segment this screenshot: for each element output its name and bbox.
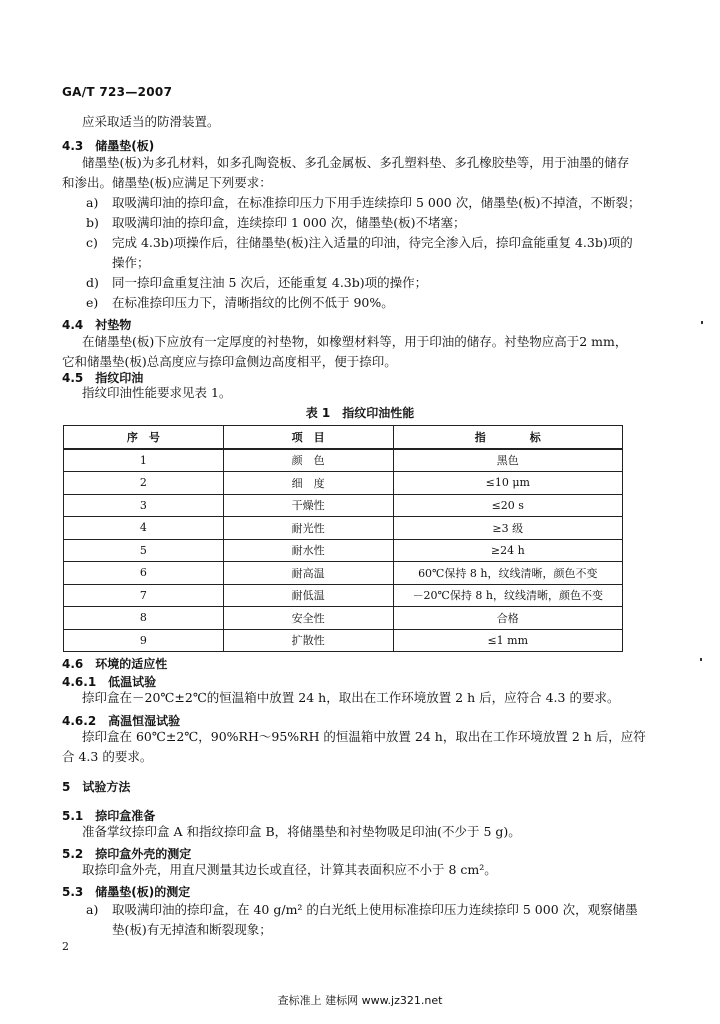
table-cell: 合格 <box>393 607 622 630</box>
table-cell: 9 <box>64 629 224 652</box>
paragraph-line: 捺印盒在 60℃±2℃，90%RH～95%RH 的恒温箱中放置 24 h，取出在工作环境放置 2 h 后，应符 <box>82 729 646 744</box>
page-number: 2 <box>62 940 69 953</box>
paragraph-line: 指纹印油性能要求见表 1。 <box>82 385 232 400</box>
table-cell: 耐光性 <box>223 517 393 540</box>
section-heading-4-6-1: 4.6.1 低温试验 <box>62 675 157 689</box>
paragraph-line: 储墨垫(板)为多孔材料，如多孔陶瓷板、多孔金属板、多孔塑料垫、多孔橡胶垫等，用于油墨的储存 <box>82 155 630 170</box>
column-header: 项 目 <box>223 426 393 449</box>
table-title: 表 1 指纹印油性能 <box>305 406 415 420</box>
table-cell: 1 <box>64 449 224 472</box>
table-row <box>64 494 623 517</box>
section-heading-4-5: 4.5 指纹印油 <box>62 371 144 385</box>
section-heading-5-1: 5.1 捺印盒准备 <box>62 809 156 823</box>
table-cell: 7 <box>64 584 224 607</box>
table-row <box>64 607 623 630</box>
table-row <box>64 562 623 585</box>
table-cell: 扩散性 <box>223 629 393 652</box>
table-cell: 3 <box>64 494 224 517</box>
paragraph-line: 合 4.3 的要求。 <box>62 749 153 764</box>
section-heading-4-4: 4.4 衬垫物 <box>62 318 132 332</box>
watermark-footer: 查标准上 建标网 www.jz321.net <box>277 994 443 1007</box>
list-item: 取吸满印油的捺印盒，在标准捺印压力下用手连续捺印 5 000 次，储墨垫(板)不掉渣，不断裂； <box>112 195 641 210</box>
table-header-row <box>64 426 623 449</box>
list-item: 同一捺印盒重复注油 5 次后，还能重复 4.3b)项的操作； <box>112 275 428 290</box>
table-cell: 细 度 <box>223 472 393 495</box>
list-item: 完成 4.3b)项操作后，往储墨垫(板)注入适量的印油，待完全渗入后，捺印盒能重复 4.3b)项的 <box>112 235 633 250</box>
section-heading-5-3: 5.3 储墨垫(板)的测定 <box>62 885 191 899</box>
list-marker: a) <box>86 902 99 917</box>
paragraph-line: 捺印盒在－20℃±2℃的恒温箱中放置 24 h，取出在工作环境放置 2 h 后，应符合 4.3 的要求。 <box>82 690 620 705</box>
list-item: 取吸满印油的捺印盒，连续捺印 1 000 次，储墨垫(板)不堵塞； <box>112 215 466 230</box>
column-header: 序 号 <box>64 426 224 449</box>
table-row <box>64 472 623 495</box>
table-row <box>64 517 623 540</box>
table-cell: 颜 色 <box>223 449 393 472</box>
table-cell: 5 <box>64 539 224 562</box>
table-row <box>64 629 623 652</box>
table-cell: ≥24 h <box>393 539 622 562</box>
table-cell: 60℃保持 8 h，纹线清晰，颜色不变 <box>393 562 622 585</box>
document-code-header: GA/T 723—2007 <box>62 85 173 99</box>
paragraph-line: 应采取适当的防滑装置。 <box>82 114 220 129</box>
table-cell: －20℃保持 8 h，纹线清晰，颜色不变 <box>393 584 622 607</box>
paragraph-line: 和渗出。储墨垫(板)应满足下列要求： <box>62 175 272 190</box>
table-cell: ≤1 mm <box>393 629 622 652</box>
table-cell: 黑色 <box>393 449 622 472</box>
section-heading-4-6: 4.6 环境的适应性 <box>62 657 168 671</box>
list-marker: c) <box>86 235 98 250</box>
table-row <box>64 539 623 562</box>
paragraph-line: 取捺印盒外壳，用直尺测量其边长或直径，计算其表面积应不小于 8 cm²。 <box>82 862 497 877</box>
list-marker: d) <box>86 275 99 290</box>
section-heading-5: 5 试验方法 <box>62 780 131 794</box>
section-heading-4-6-2: 4.6.2 高温恒湿试验 <box>62 714 181 728</box>
ink-performance-table <box>63 425 623 652</box>
list-item: 取吸满印油的捺印盒，在 40 g/m² 的白光纸上使用标准捺印压力连续捺印 5 000 次，观察储墨 <box>112 902 638 917</box>
table-cell: 安全性 <box>223 607 393 630</box>
list-item-continuation: 垫(板)有无掉渣和断裂现象； <box>112 922 272 937</box>
table-cell: ≥3 级 <box>393 517 622 540</box>
paragraph-line: 准备掌纹捺印盒 A 和指纹捺印盒 B，将储墨垫和衬垫物吸足印油(不少于 5 g)。 <box>82 824 521 839</box>
column-header: 指 标 <box>393 426 622 449</box>
list-item-continuation: 操作； <box>112 255 150 270</box>
scan-speck <box>701 321 703 324</box>
table-cell: 8 <box>64 607 224 630</box>
table-cell: 耐高温 <box>223 562 393 585</box>
list-marker: e) <box>86 295 99 310</box>
table-cell: 耐低温 <box>223 584 393 607</box>
paragraph-line: 在储墨垫(板)下应放有一定厚度的衬垫物，如橡塑材料等，用于印油的储存。衬垫物应高于2 mm， <box>82 334 628 349</box>
table-cell: 4 <box>64 517 224 540</box>
table-cell: 干燥性 <box>223 494 393 517</box>
list-item: 在标准捺印压力下，清晰指纹的比例不低于 90%。 <box>112 295 394 310</box>
list-marker: b) <box>86 215 99 230</box>
table-cell: ≤10 μm <box>393 472 622 495</box>
table-row <box>64 584 623 607</box>
table-row <box>64 449 623 472</box>
table-cell: 2 <box>64 472 224 495</box>
section-heading-5-2: 5.2 捺印盒外壳的测定 <box>62 847 192 861</box>
table-cell: ≤20 s <box>393 494 622 517</box>
section-heading-4-3: 4.3 储墨垫(板) <box>62 139 155 153</box>
list-marker: a) <box>86 195 99 210</box>
table-cell: 耐水性 <box>223 539 393 562</box>
paragraph-line: 它和储墨垫(板)总高度应与捺印盒侧边高度相平，便于捺印。 <box>62 354 397 369</box>
scan-speck <box>700 658 702 661</box>
table-cell: 6 <box>64 562 224 585</box>
